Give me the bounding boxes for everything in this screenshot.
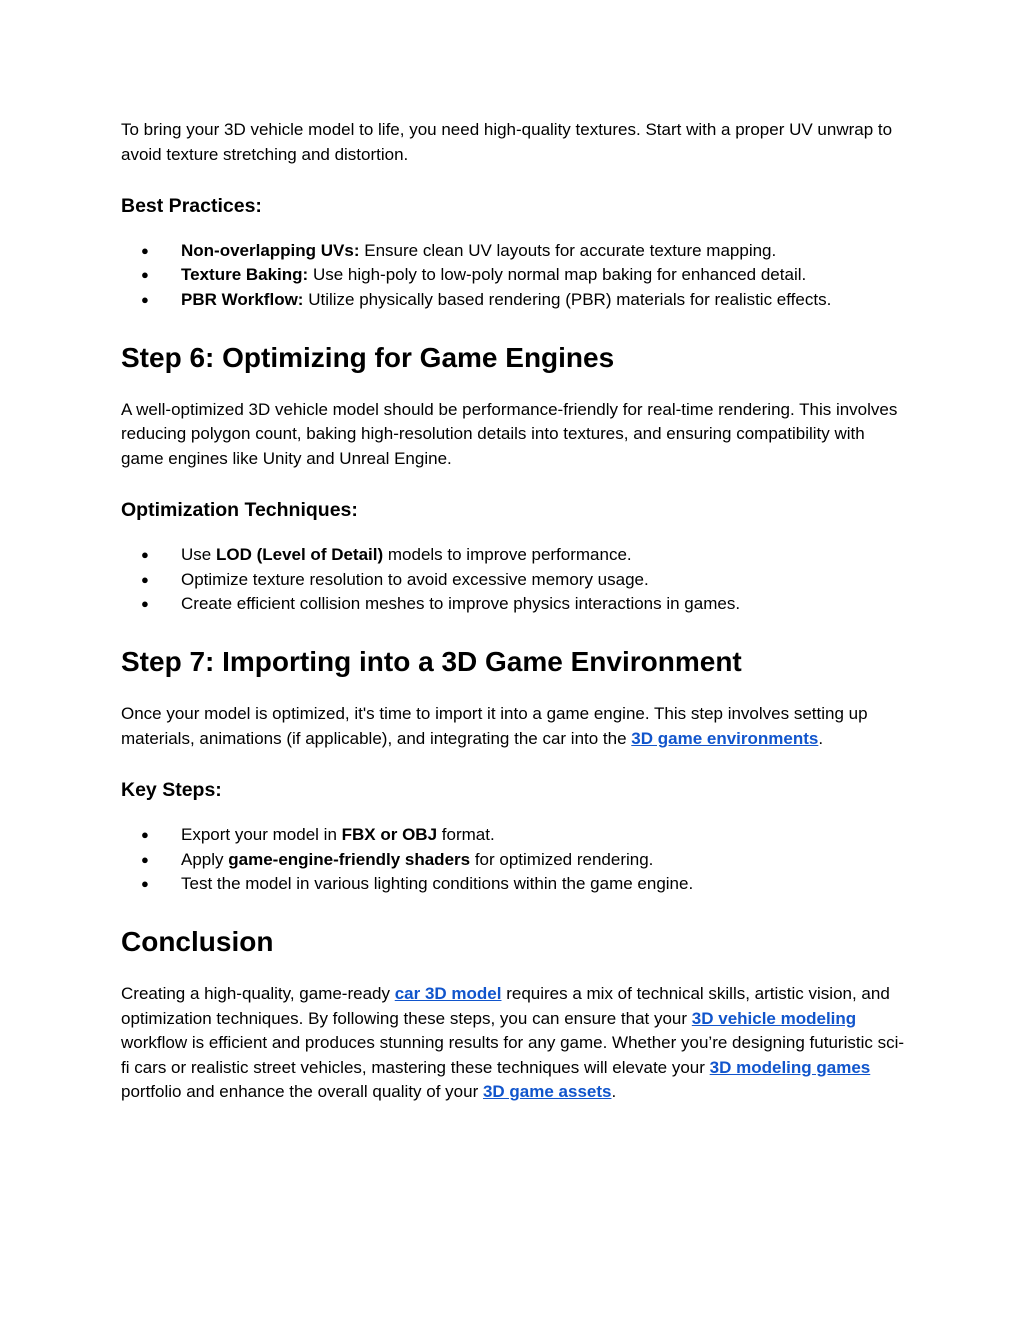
document-page xyxy=(121,118,911,1105)
optimization-techniques-heading: Optimization Techniques: xyxy=(121,499,358,522)
paragraph-text: Once your model is optimized, it's time to import it into a game engine. This step involves setting up materials, animations (if applicable), and integrating the car into the xyxy=(121,704,868,748)
step-7-paragraph xyxy=(121,702,911,751)
list-item-text: format. xyxy=(437,825,495,845)
step-6-heading: Step 6: Optimizing for Game Engines xyxy=(121,341,615,373)
3d-game-assets-link[interactable]: 3D game assets xyxy=(482,1082,612,1102)
list-item xyxy=(121,823,911,847)
bullet-icon: ● xyxy=(141,291,149,307)
list-item-text: Test the model in various lighting conditions within the game engine. xyxy=(181,873,694,893)
key-steps-list xyxy=(121,823,911,896)
paragraph-text: Creating a high-quality, game-ready xyxy=(121,984,395,1004)
intro-paragraph: To bring your 3D vehicle model to life, you need high-quality textures. Start with a proper UV unwrap to avoid texture stretching and distortion. xyxy=(121,120,893,164)
list-item-text: models to improve performance. xyxy=(383,545,632,565)
paragraph-text: . xyxy=(611,1082,617,1102)
list-item-text: Use high-poly to low-poly normal map baking for enhanced detail. xyxy=(308,265,807,285)
car-3d-model-link[interactable]: car 3D model xyxy=(394,984,502,1004)
list-item-text: Utilize physically based rendering (PBR) materials for realistic effects. xyxy=(303,289,832,309)
bullet-icon: ● xyxy=(141,547,149,563)
step-6-paragraph: A well-optimized 3D vehicle model should be performance-friendly for real-time rendering. This involves reducing polygon count, baking high-resolution details into textures, and ensuring compatibility with game engines like Unity and Unreal Engine. xyxy=(121,399,898,468)
best-practices-list xyxy=(121,239,911,312)
list-item xyxy=(121,592,911,616)
optimization-techniques-list xyxy=(121,543,911,616)
list-item-text: Export your model in xyxy=(181,825,342,845)
list-item xyxy=(121,288,911,312)
list-item-bold: Non-overlapping UVs: xyxy=(181,241,360,260)
list-item-bold: Texture Baking: xyxy=(181,265,309,285)
list-item xyxy=(121,568,911,592)
3d-vehicle-modeling-link[interactable]: 3D vehicle modeling xyxy=(691,1008,857,1028)
bullet-icon: ● xyxy=(141,851,149,867)
list-item xyxy=(121,543,911,567)
3d-modeling-games-link[interactable]: 3D modeling games xyxy=(709,1057,871,1077)
list-item-bold: game-engine-friendly shaders xyxy=(228,849,471,869)
list-item-text: Apply xyxy=(181,849,229,869)
bullet-icon: ● xyxy=(141,595,149,611)
key-steps-heading: Key Steps: xyxy=(121,779,222,802)
list-item-bold: LOD (Level of Detail) xyxy=(215,545,384,565)
list-item-text: Create efficient collision meshes to improve physics interactions in games. xyxy=(181,593,741,613)
conclusion-heading: Conclusion xyxy=(121,926,274,958)
list-item xyxy=(121,848,911,872)
list-item-text: for optimized rendering. xyxy=(470,849,654,869)
list-item-text: Use xyxy=(181,545,216,565)
list-item-text: Optimize texture resolution to avoid excessive memory usage. xyxy=(181,569,649,589)
list-item-bold: FBX or OBJ xyxy=(341,825,438,845)
bullet-icon: ● xyxy=(141,267,149,283)
bullet-icon: ● xyxy=(141,571,149,587)
conclusion-paragraph xyxy=(121,982,911,1105)
list-item xyxy=(121,263,911,287)
paragraph-text: requires a mix of technical skills, artistic vision, and optimization techniques. By following these steps, you can ensure that your xyxy=(121,984,890,1028)
bullet-icon: ● xyxy=(141,243,149,258)
3d-game-environments-link[interactable]: 3D game environments xyxy=(631,728,819,748)
best-practices-heading: Best Practices: xyxy=(121,195,262,217)
list-item-bold: PBR Workflow: xyxy=(181,289,304,309)
paragraph-text: portfolio and enhance the overall quality of your xyxy=(121,1082,483,1102)
paragraph-text: workflow is efficient and produces stunning results for any game. Whether you’re designing futuristic sci-fi cars or realistic street vehicles, mastering these techniques will elevate your xyxy=(121,1033,905,1077)
paragraph-text: . xyxy=(818,728,824,748)
list-item xyxy=(121,239,911,263)
bullet-icon: ● xyxy=(141,875,149,891)
bullet-icon: ● xyxy=(141,827,149,843)
step-7-heading: Step 7: Importing into a 3D Game Environment xyxy=(121,646,742,678)
list-item xyxy=(121,872,911,896)
list-item-text: Ensure clean UV layouts for accurate texture mapping. xyxy=(359,241,777,260)
